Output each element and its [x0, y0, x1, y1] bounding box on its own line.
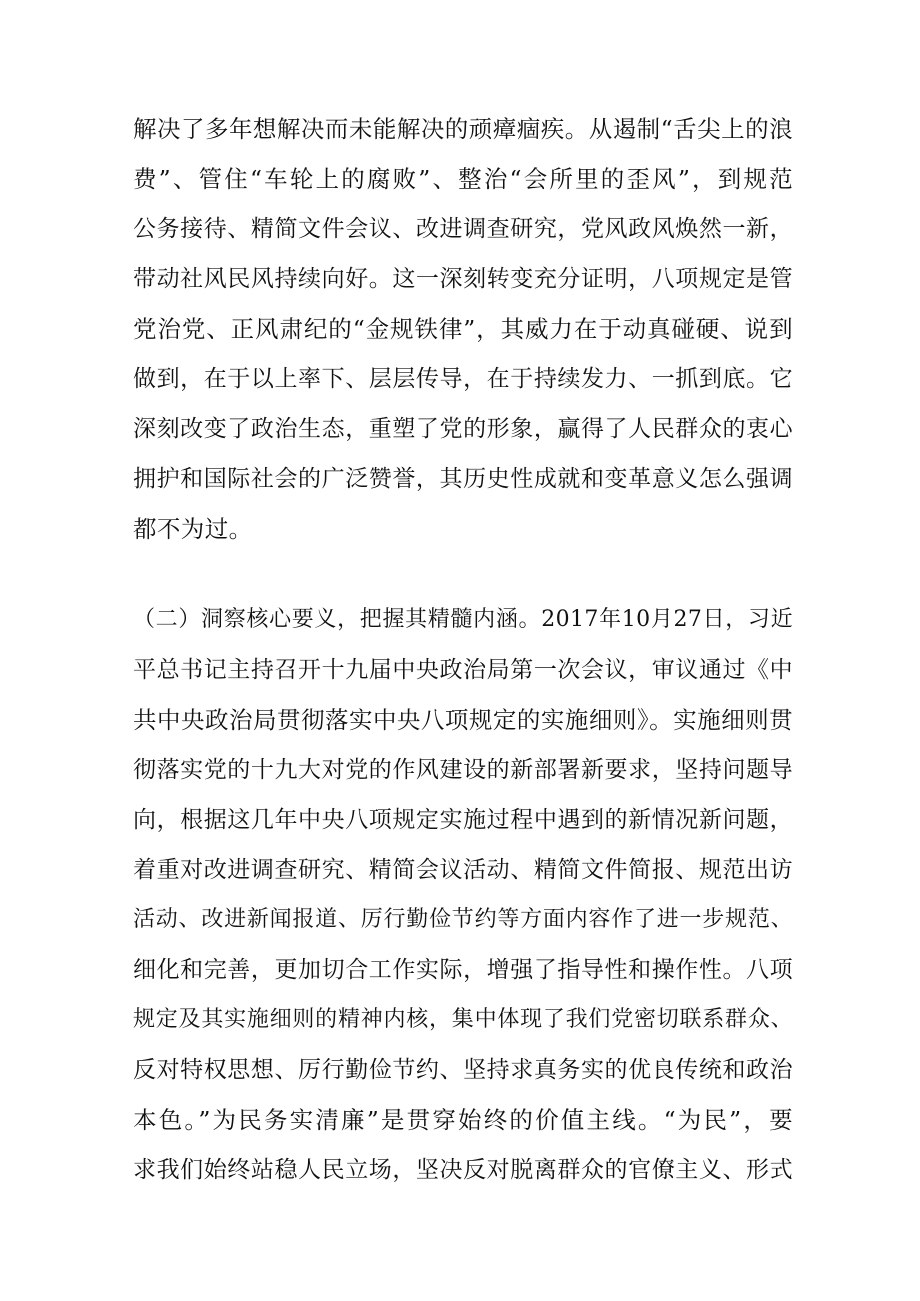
text-line: 反对特权思想、厉行勤俭节约、坚持求真务实的优良传统和政治	[133, 1057, 793, 1083]
text-line: 平总书记主持召开十九届中央政治局第一次会议，审议通过《中	[133, 657, 793, 683]
text-line: 求我们始终站稳人民立场，坚决反对脱离群众的官僚主义、形式	[133, 1157, 793, 1183]
text-line: 解决了多年想解决而未能解决的顽瘴痼疾。从遏制“舌尖上的浪	[133, 115, 793, 143]
text-line: （二）洞察核心要义，把握其精髓内涵。2017年10月27日，习近	[133, 607, 793, 632]
text-line: 细化和完善，更加切合工作实际，增强了指导性和操作性。八项	[133, 957, 793, 983]
text-line: 共中央政治局贯彻落实中央八项规定的实施细则》。实施细则贯	[133, 706, 793, 734]
text-line: 活动、改进新闻报道、厉行勤俭节约等方面内容作了进一步规范、	[133, 907, 793, 932]
text-line: 着重对改进调查研究、精简会议活动、精简文件简报、规范出访	[133, 857, 793, 883]
text-line: 费”、管住“车轮上的腐败”、整治“会所里的歪风”，到规范	[133, 165, 793, 193]
text-line: 规定及其实施细则的精神内核，集中体现了我们党密切联系群众、	[133, 1007, 793, 1032]
text-line: 彻落实党的十九大对党的作风建设的新部署新要求，坚持问题导	[133, 757, 793, 783]
text-line: 本色。”为民务实清廉”是贯穿始终的价值主线。“为民”，要	[133, 1106, 793, 1134]
text-line: 都不为过。	[133, 515, 253, 543]
text-line: 做到，在于以上率下、层层传导，在于持续发力、一抓到底。它	[133, 366, 793, 392]
text-line: 向，根据这几年中央八项规定实施过程中遇到的新情况新问题，	[133, 807, 793, 833]
text-line: 党治党、正风肃纪的“金规铁律”，其威力在于动真碰硬、说到	[133, 315, 793, 343]
text-line: 公务接待、精简文件会议、改进调查研究，党风政风焕然一新，	[133, 216, 793, 242]
text-line: 深刻改变了政治生态，重塑了党的形象，赢得了人民群众的衷心	[133, 416, 793, 442]
text-line: 带动社风民风持续向好。这一深刻转变充分证明，八项规定是管	[133, 266, 793, 292]
text-line: 拥护和国际社会的广泛赞誉，其历史性成就和变革意义怎么强调	[133, 466, 793, 492]
